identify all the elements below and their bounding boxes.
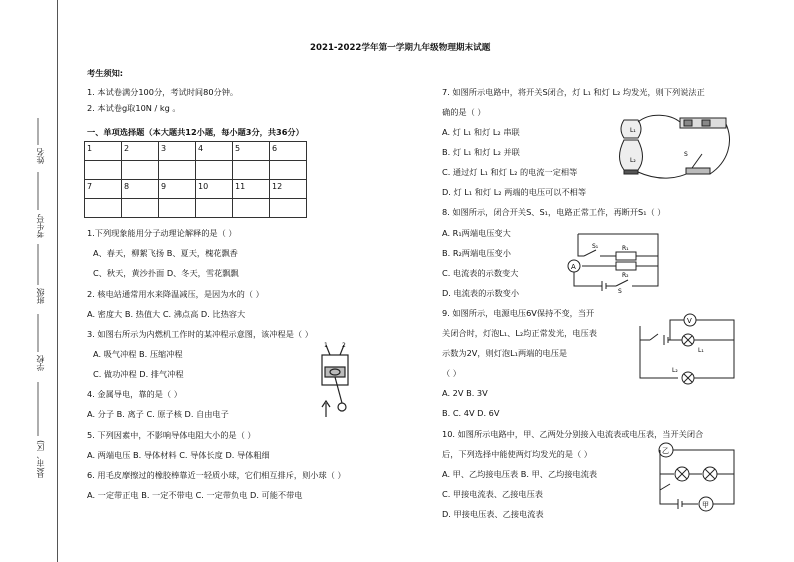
q8-label-s1: S₁ [592, 243, 599, 250]
answer-grid-row [85, 142, 307, 161]
grid-cell[interactable] [233, 161, 270, 180]
q7-label-l1: L₁ [630, 127, 636, 134]
q5-stem: 5. 下列因素中，不影响导体电阻大小的是（ ） [87, 430, 256, 440]
grid-cell: 1 [85, 142, 122, 161]
q5-options: A. 两端电压 B. 导体材料 C. 导体长度 D. 导体粗细 [87, 450, 270, 460]
q8-stem: 8. 如图所示，闭合开关S、S₁，电路正常工作，再断开S₁（ ） [442, 207, 666, 217]
notice-2: 2. 本试卷g取10N / kg 。 [87, 103, 181, 113]
sidebar-school-label: 学校 [36, 355, 45, 371]
q7-circuit-figure [610, 112, 730, 184]
q9-stem-line1: 9. 如图所示，电源电压6V保持不变，当开 [442, 308, 595, 318]
q7-option-b: B. 灯 L₁ 和灯 L₂ 并联 [442, 147, 520, 157]
q9-stem-line4: （ ） [442, 368, 461, 378]
q8-label-s: S [618, 288, 622, 295]
sidebar-name-label: 姓名 [36, 148, 45, 164]
grid-cell: 6 [270, 142, 307, 161]
grid-cell: 11 [233, 180, 270, 199]
q10-stem-line2: 后，下列选择中能使两灯均发光的是（ ） [442, 449, 592, 459]
q8-circuit-figure [562, 224, 674, 294]
sidebar-blank-lines [0, 0, 60, 562]
q4-stem: 4. 金属导电，靠的是（ ） [87, 389, 182, 399]
grid-cell: 7 [85, 180, 122, 199]
q2-stem: 2. 核电站通常用水来降温减压，是因为水的（ ） [87, 289, 264, 299]
q9-label-l2: L₂ [672, 367, 678, 374]
notice-heading: 考生须知: [87, 68, 124, 78]
answer-grid-row [85, 199, 307, 218]
grid-cell: 8 [122, 180, 159, 199]
answer-grid-row [85, 180, 307, 199]
q9-stem-line2: 关闭合时，灯泡L₁、L₂均正常发光，电压表 [442, 328, 597, 338]
q9-options-cd: B. C. 4V D. 6V [442, 408, 500, 418]
answer-grid-row [85, 161, 307, 180]
q9-options-ab: A. 2V B. 3V [442, 388, 488, 398]
engine-figure [312, 341, 360, 421]
q10-label-yi: 乙 [662, 447, 669, 455]
grid-cell[interactable] [122, 199, 159, 218]
grid-cell[interactable] [270, 161, 307, 180]
grid-cell[interactable] [85, 161, 122, 180]
grid-cell[interactable] [159, 199, 196, 218]
grid-cell[interactable] [196, 161, 233, 180]
page-title: 2021-2022学年第一学期九年级物理期末试题 [310, 43, 491, 53]
section-1-heading: 一、单项选择题（本大题共12小题，每小题3分，共36分） [87, 127, 304, 137]
q7-label-l2: L₂ [630, 157, 636, 164]
q8-option-b: B. R₂两端电压变小 [442, 248, 511, 258]
notice-1: 1. 本试卷满分100分，考试时间80分钟。 [87, 87, 239, 97]
grid-cell[interactable] [85, 199, 122, 218]
q1-stem: 1.下列现象能用分子动理论解释的是（ ） [87, 228, 237, 238]
q9-stem-line3: 示数为2V，则灯泡L₁两端的电压是 [442, 348, 568, 358]
q8-option-a: A. R₁两端电压变大 [442, 228, 511, 238]
q8-option-d: D. 电流表的示数变小 [442, 288, 520, 298]
q10-circuit-figure [640, 440, 740, 520]
q7-option-d: D. 灯 L₁ 和灯 L₂ 两端的电压可以不相等 [442, 187, 587, 197]
q9-circuit-figure [636, 312, 740, 388]
grid-cell: 3 [159, 142, 196, 161]
q3-stem: 3. 如图右所示为内燃机工作时的某冲程示意图，该冲程是（ ） [87, 329, 313, 339]
sidebar-district-label: 县(市、区) [36, 440, 45, 479]
q1-options-cd: C、秋天，黄沙扑面 D、冬天，雪花飘飘 [93, 268, 239, 278]
q1-options-ab: A、春天，柳絮飞扬 B、夏天，槐花飘香 [93, 248, 238, 258]
grid-cell: 2 [122, 142, 159, 161]
answer-grid [84, 141, 307, 218]
q6-options: A. 一定带正电 B. 一定不带电 C. 一定带负电 D. 可能不带电 [87, 490, 303, 500]
q7-option-c: C. 通过灯 L₁ 和灯 L₂ 的电流一定相等 [442, 167, 578, 177]
q7-stem-line2: 确的是（ ） [442, 107, 486, 117]
q10-option-d: D. 甲接电压表、乙接电流表 [442, 509, 544, 519]
q10-label-jia: 甲 [702, 501, 709, 509]
q10-stem-line1: 10. 如图所示电路中，甲、乙两处分别接入电流表或电压表，当开关闭合 [442, 429, 704, 439]
q7-label-s: S [684, 151, 688, 158]
grid-cell[interactable] [196, 199, 233, 218]
q7-stem-line1: 7. 如图所示电路中，将开关S闭合，灯 L₁ 和灯 L₂ 均发光，则下列说法正 [442, 87, 705, 97]
q9-label-l1: L₁ [698, 347, 704, 354]
engine-label-2: 2 [342, 342, 346, 349]
q3-options-cd: C. 做功冲程 D. 排气冲程 [93, 369, 184, 379]
grid-cell: 10 [196, 180, 233, 199]
q10-options-ab: A. 甲、乙均接电压表 B. 甲、乙均接电流表 [442, 469, 598, 479]
grid-cell[interactable] [270, 199, 307, 218]
q10-option-c: C. 甲接电流表、乙接电压表 [442, 489, 543, 499]
grid-cell: 12 [270, 180, 307, 199]
q7-option-a: A. 灯 L₁ 和灯 L₂ 串联 [442, 127, 520, 137]
q8-option-c: C. 电流表的示数变大 [442, 268, 519, 278]
grid-cell[interactable] [122, 161, 159, 180]
engine-label-1: 1 [324, 342, 328, 349]
grid-cell[interactable] [233, 199, 270, 218]
q6-stem: 6. 用毛皮摩擦过的橡胶棒靠近一轻质小球，它们相互排斥，则小球（ ） [87, 470, 346, 480]
q9-label-v: V [687, 317, 692, 325]
q3-options-ab: A. 吸气冲程 B. 压缩冲程 [93, 349, 183, 359]
grid-cell: 4 [196, 142, 233, 161]
q2-options: A. 密度大 B. 热值大 C. 沸点高 D. 比热容大 [87, 309, 246, 319]
grid-cell: 9 [159, 180, 196, 199]
grid-cell[interactable] [159, 161, 196, 180]
grid-cell: 5 [233, 142, 270, 161]
sidebar-class-label: 班级 [36, 288, 45, 304]
sidebar-exam-no-label: 考生号 [36, 214, 45, 238]
q8-label-r2: R₂ [622, 272, 629, 279]
q4-options: A. 分子 B. 离子 C. 原子核 D. 自由电子 [87, 409, 229, 419]
q8-label-a: A [571, 263, 576, 271]
q8-label-r1: R₁ [622, 245, 629, 252]
